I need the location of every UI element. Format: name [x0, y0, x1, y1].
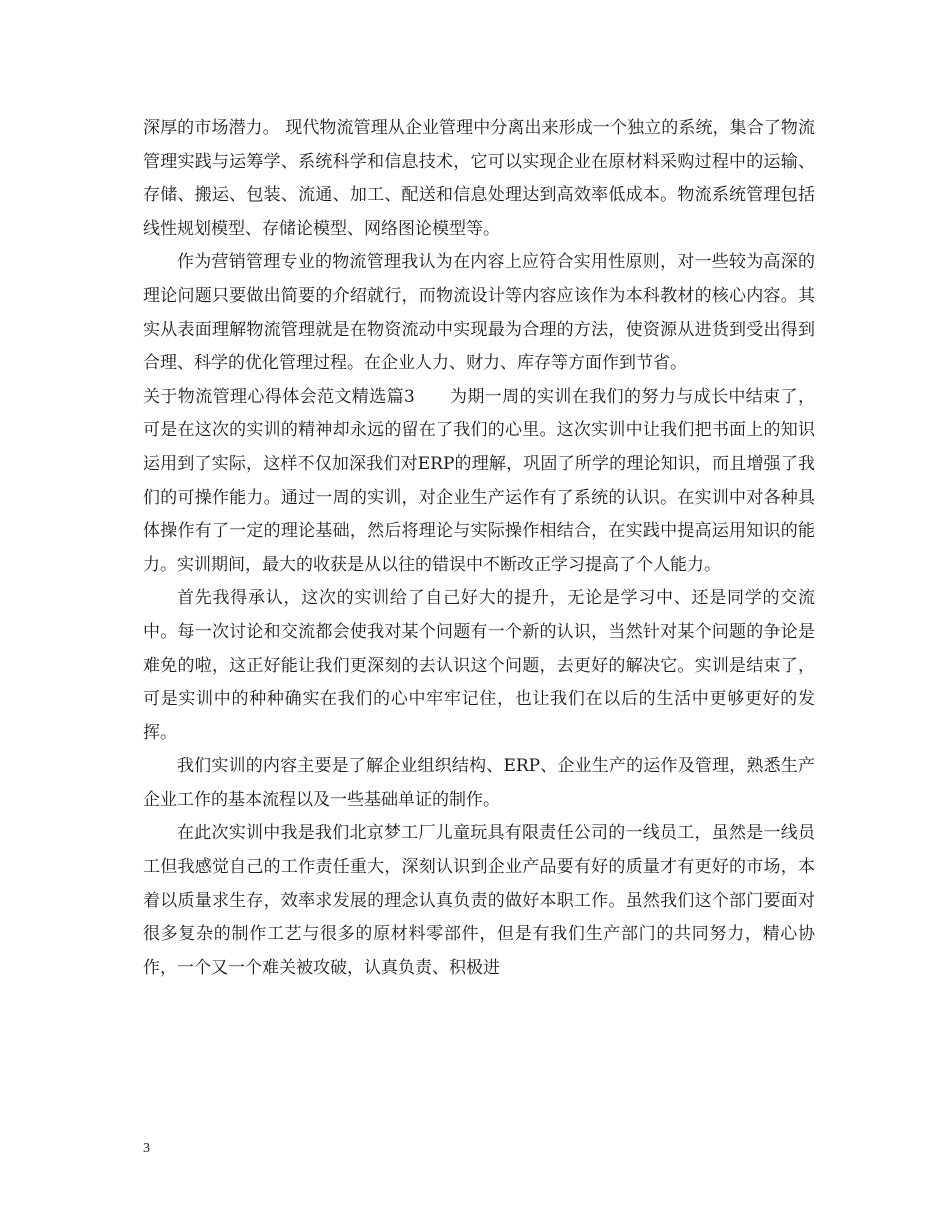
paragraph-training-content: 我们实训的内容主要是了解企业组织结构、ERP、企业生产的运作及管理，熟悉生产企业工作的基本流程以及一些基础单证的制作。 — [143, 756, 815, 810]
page-number: 3 — [143, 1141, 150, 1156]
paragraph-marketing-view: 作为营销管理专业的物流管理我认为在内容上应符合实用性原则，对一些较为高深的理论问题只要做出简要的介绍就行，而物流设计等内容应该作为本科教材的核心内容。其实从表面理解物流管理就是在物资流动中实现最为合理的方法，使资源从进货到受出得到合理、科学的优化管理过程。在企业人力、财力、库存等方面作到节省。 — [143, 252, 815, 374]
paragraph-continuation: 深厚的市场潜力。 现代物流管理从企业管理中分离出来形成一个独立的系统，集合了物流管理实践与运筹学、系统科学和信息技术，它可以实现企业在原材料采购过程中的运输、存储、搬运、包装、流通、加工、配送和信息处理达到高效率低成本。物流系统管理包括线性规划模型、存储论模型、网络图论模型等。 — [143, 118, 815, 239]
document-body — [143, 112, 815, 985]
paragraph-frontline-role: 在此次实训中我是我们北京梦工厂儿童玩具有限责任公司的一线员工，虽然是一线员工但我感觉自己的工作责任重大，深刻认识到企业产品要有好的质量才有更好的市场，本着以质量求生存，效率求发展的理念认真负责的做好本职工作。虽然我们这个部门要面对很多复杂的制作工艺与很多的原材料零部件，但是有我们生产部门的共同努力，精心协作，一个又一个难关被攻破，认真负责、积极进 — [143, 823, 815, 978]
paragraph-training-gains: 首先我得承认，这次的实训给了自己好大的提升，无论是学习中、还是同学的交流中。每一次讨论和交流都会使我对某个问题有一个新的认识，当然针对某个问题的争论是难免的啦，这正好能让我们更深刻的去认识这个问题，去更好的解决它。实训是结束了，可是实训中的种种确实在我们的心中牢牢记住，也让我们在以后的生活中更够更好的发挥。 — [143, 588, 815, 743]
paragraph-section-3-intro: 关于物流管理心得体会范文精选篇3 为期一周的实训在我们的努力与成长中结束了，可是在这次的实训的精神却永远的留在了我们的心里。这次实训中让我们把书面上的知识运用到了实际，这样不仅加深我们对ERP的理解，巩固了所学的理论知识，而且增强了我们的可操作能力。通过一周的实训，对企业生产运作有了系统的认识。在实训中对各种具体操作有了一定的理论基础，然后将理论与实际操作相结合，在实践中提高运用知识的能力。实训期间，最大的收获是从以往的错误中不断改正学习提高了个人能力。 — [143, 386, 815, 575]
